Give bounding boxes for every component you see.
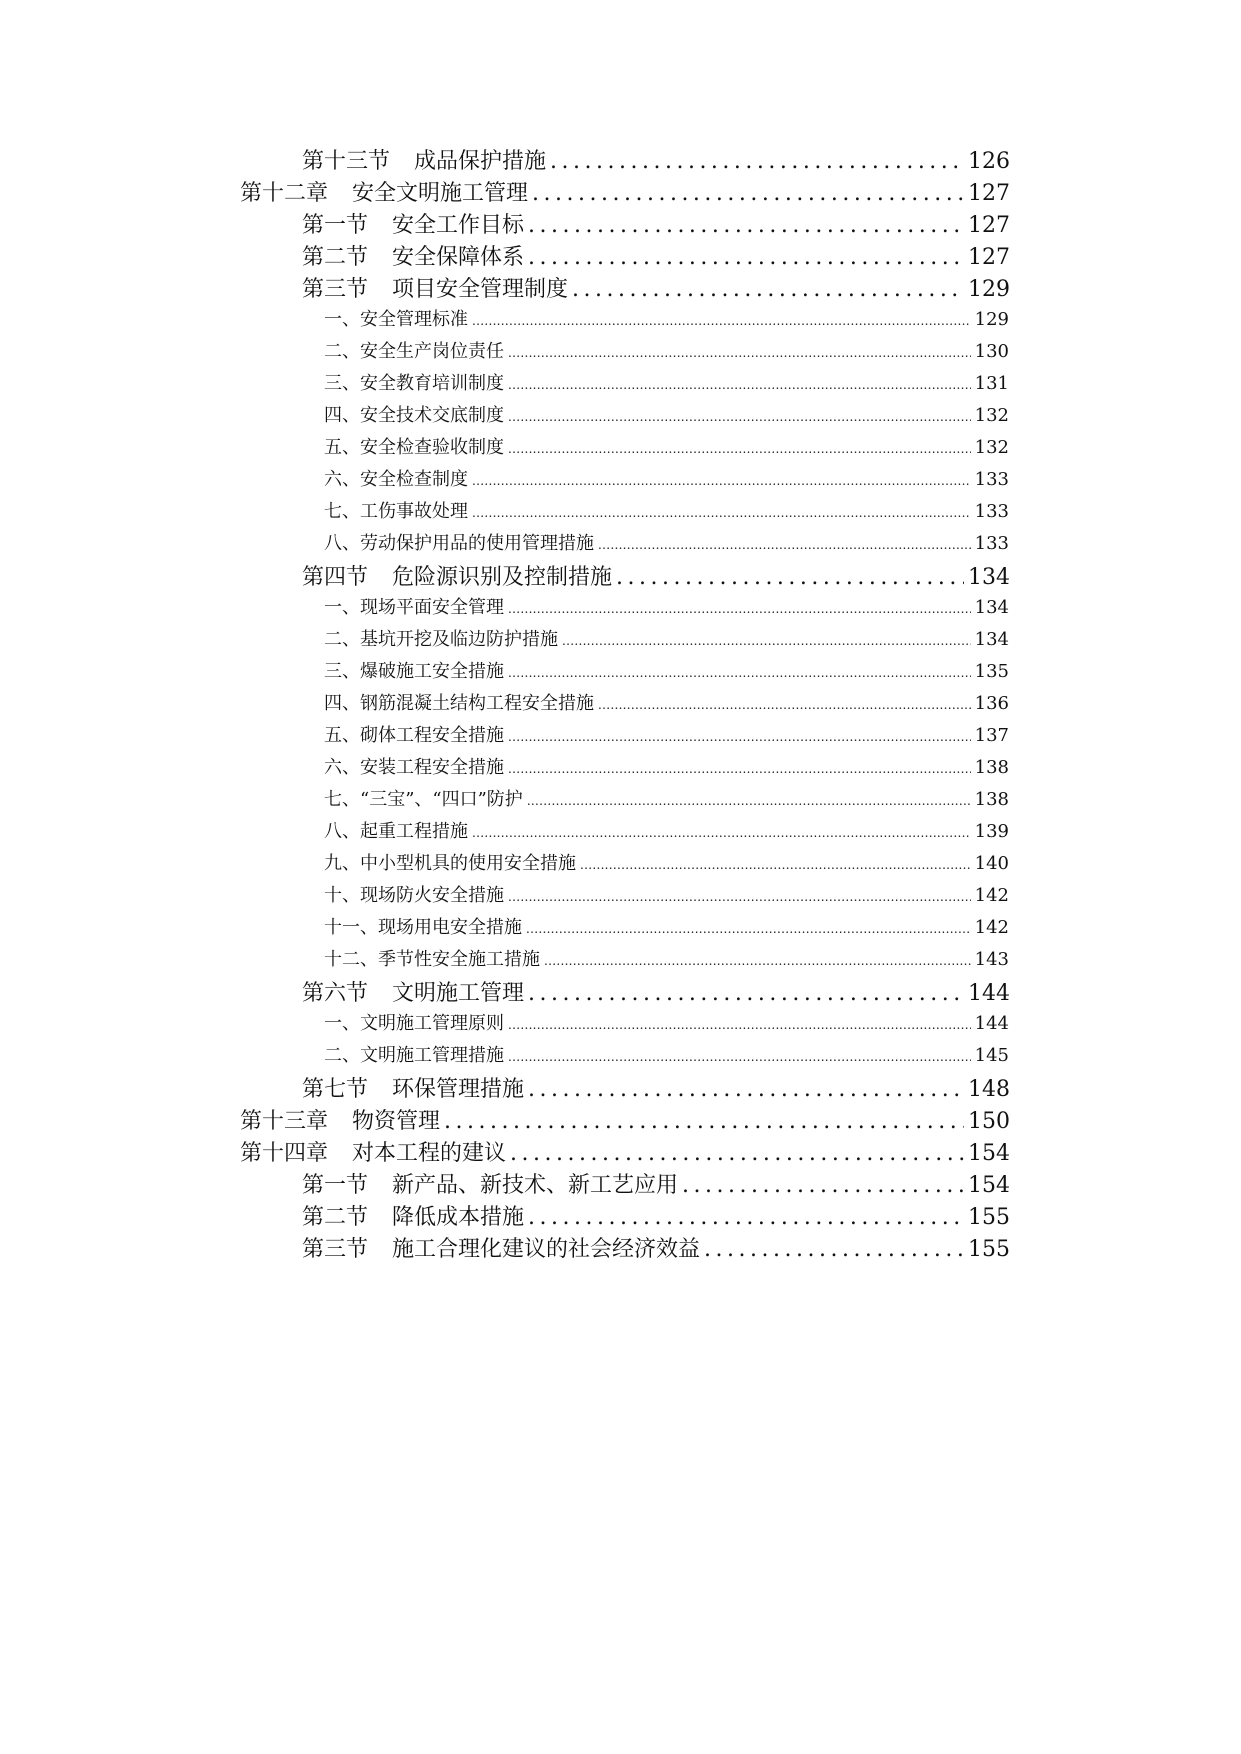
toc-section-6-civilized-construction[interactable] bbox=[302, 976, 1010, 1008]
dot-leader bbox=[528, 245, 964, 270]
toc-page-number: 138 bbox=[974, 789, 1009, 810]
dot-leader bbox=[528, 213, 964, 238]
toc-page-number: 126 bbox=[968, 149, 1010, 174]
dot-leader bbox=[528, 981, 964, 1006]
toc-chapter-13-material-management[interactable] bbox=[240, 1104, 1010, 1136]
toc-entry-label bbox=[302, 560, 612, 591]
dot-leader bbox=[508, 378, 971, 392]
dot-leader bbox=[472, 474, 971, 488]
toc-entry-title: 环保管理措施 bbox=[392, 1077, 525, 1102]
toc-entry-title: 物资管理 bbox=[352, 1109, 441, 1134]
dot-leader bbox=[508, 602, 971, 616]
toc-entry-number: 第一节 bbox=[302, 1173, 369, 1198]
toc-item[interactable] bbox=[324, 689, 1009, 717]
toc-entry-label bbox=[302, 1200, 524, 1231]
dot-leader bbox=[472, 506, 971, 520]
toc-page-number: 134 bbox=[968, 565, 1010, 590]
toc-entry-number: 第三节 bbox=[302, 1237, 369, 1262]
toc-page-number: 155 bbox=[968, 1237, 1010, 1262]
dot-leader bbox=[472, 314, 971, 328]
toc-entry-title: 三、安全教育培训制度 bbox=[324, 373, 504, 394]
toc-item[interactable] bbox=[324, 593, 1009, 621]
toc-entry-title: 十二、季节性安全施工措施 bbox=[324, 949, 540, 970]
dot-leader bbox=[550, 149, 964, 174]
toc-item[interactable] bbox=[324, 369, 1009, 397]
dot-leader bbox=[508, 1050, 971, 1064]
toc-item[interactable] bbox=[324, 433, 1009, 461]
toc-entry-title: 七、工伤事故处理 bbox=[324, 501, 468, 522]
toc-entry-label bbox=[240, 1136, 506, 1167]
toc-item[interactable] bbox=[324, 881, 1009, 909]
dot-leader bbox=[508, 890, 971, 904]
toc-entry-title: 安全文明施工管理 bbox=[352, 181, 529, 206]
toc-entry-title: 对本工程的建议 bbox=[352, 1141, 507, 1166]
toc-item[interactable] bbox=[324, 657, 1009, 685]
toc-entry-number: 第十二章 bbox=[240, 181, 329, 206]
toc-entry-title: 七、“三宝”、“四口”防护 bbox=[324, 789, 523, 810]
toc-section-2-safety-assurance-system[interactable] bbox=[302, 240, 1010, 272]
toc-entry-title: 五、安全检查验收制度 bbox=[324, 437, 504, 458]
dot-leader bbox=[508, 346, 971, 360]
toc-entry-title: 六、安装工程安全措施 bbox=[324, 757, 504, 778]
toc-item[interactable] bbox=[324, 753, 1009, 781]
toc-entry-title: 文明施工管理 bbox=[392, 981, 525, 1006]
toc-entry-title: 一、文明施工管理原则 bbox=[324, 1013, 504, 1034]
toc-entry-title: 施工合理化建议的社会经济效益 bbox=[392, 1237, 701, 1262]
dot-leader bbox=[704, 1237, 964, 1262]
toc-entry-title: 项目安全管理制度 bbox=[392, 277, 569, 302]
dot-leader bbox=[682, 1173, 964, 1198]
toc-item[interactable] bbox=[324, 945, 1009, 973]
toc-entry-title: 二、安全生产岗位责任 bbox=[324, 341, 504, 362]
toc-section-13-finished-product-protection[interactable] bbox=[302, 144, 1010, 176]
dot-leader bbox=[508, 1018, 971, 1032]
toc-page-number: 138 bbox=[974, 757, 1009, 778]
dot-leader bbox=[508, 410, 971, 424]
toc-entry-title: 安全保障体系 bbox=[392, 245, 525, 270]
toc-item[interactable] bbox=[324, 913, 1009, 941]
toc-page-number: 132 bbox=[974, 405, 1009, 426]
toc-entry-number: 第二节 bbox=[302, 1205, 369, 1230]
toc-entry-label bbox=[302, 208, 524, 239]
toc-page-number: 133 bbox=[974, 533, 1009, 554]
toc-entry-title: 六、安全检查制度 bbox=[324, 469, 468, 490]
toc-page-number: 150 bbox=[968, 1109, 1010, 1134]
toc-page-number: 137 bbox=[974, 725, 1009, 746]
toc-entry-title: 十一、现场用电安全措施 bbox=[324, 917, 522, 938]
dot-leader bbox=[508, 442, 971, 456]
dot-leader bbox=[598, 538, 971, 552]
toc-entry-number: 第四节 bbox=[302, 565, 369, 590]
dot-leader bbox=[508, 730, 971, 744]
toc-section-2-cost-reduction[interactable] bbox=[302, 1200, 1010, 1232]
toc-entry-label bbox=[302, 976, 524, 1007]
toc-item[interactable] bbox=[324, 401, 1009, 429]
toc-entry-title: 安全工作目标 bbox=[392, 213, 525, 238]
toc-page-number: 154 bbox=[968, 1141, 1010, 1166]
toc-section-3-safety-management-rules[interactable] bbox=[302, 272, 1010, 304]
toc-section-1-new-technology-application[interactable] bbox=[302, 1168, 1010, 1200]
dot-leader bbox=[528, 1205, 964, 1230]
toc-page-number: 144 bbox=[974, 1013, 1009, 1034]
toc-entry-label bbox=[240, 176, 528, 207]
toc-page-number: 134 bbox=[974, 597, 1009, 618]
toc-item[interactable] bbox=[324, 849, 1009, 877]
dot-leader bbox=[532, 181, 964, 206]
dot-leader bbox=[572, 277, 964, 302]
toc-entry-label bbox=[240, 1104, 440, 1135]
toc-entry-label bbox=[302, 1232, 700, 1263]
dot-leader bbox=[562, 634, 971, 648]
toc-page-number: 136 bbox=[974, 693, 1009, 714]
dot-leader bbox=[580, 858, 971, 872]
toc-page-number: 130 bbox=[974, 341, 1009, 362]
toc-item[interactable] bbox=[324, 1041, 1009, 1069]
toc-page-number: 145 bbox=[974, 1045, 1009, 1066]
toc-entry-number: 第三节 bbox=[302, 277, 369, 302]
toc-page-number: 142 bbox=[974, 885, 1009, 906]
toc-entry-number: 第七节 bbox=[302, 1077, 369, 1102]
toc-entry-label bbox=[302, 1072, 524, 1103]
dot-leader bbox=[510, 1141, 964, 1166]
toc-page-number: 140 bbox=[974, 853, 1009, 874]
dot-leader bbox=[508, 762, 971, 776]
toc-item[interactable] bbox=[324, 1009, 1009, 1037]
toc-page-number: 142 bbox=[974, 917, 1009, 938]
toc-page-number: 135 bbox=[974, 661, 1009, 682]
toc-item[interactable] bbox=[324, 497, 1009, 525]
dot-leader bbox=[508, 666, 971, 680]
toc-chapter-14-suggestions[interactable] bbox=[240, 1136, 1010, 1168]
toc-entry-label bbox=[302, 1168, 678, 1199]
dot-leader bbox=[472, 826, 971, 840]
toc-entry-number: 第十四章 bbox=[240, 1141, 329, 1166]
toc-entry-title: 新产品、新技术、新工艺应用 bbox=[392, 1173, 679, 1198]
toc-entry-label bbox=[302, 240, 524, 271]
toc-entry-title: 八、起重工程措施 bbox=[324, 821, 468, 842]
toc-page-number: 134 bbox=[974, 629, 1009, 650]
toc-item[interactable] bbox=[324, 721, 1009, 749]
toc-item[interactable] bbox=[324, 785, 1009, 813]
toc-page-number: 154 bbox=[968, 1173, 1010, 1198]
toc-entry-title: 四、钢筋混凝土结构工程安全措施 bbox=[324, 693, 594, 714]
toc-page-number: 144 bbox=[968, 981, 1010, 1006]
toc-item[interactable] bbox=[324, 465, 1009, 493]
dot-leader bbox=[598, 698, 971, 712]
toc-entry-number: 第六节 bbox=[302, 981, 369, 1006]
toc-page-number: 129 bbox=[968, 277, 1010, 302]
toc-page-number: 131 bbox=[974, 373, 1009, 394]
toc-entry-title: 一、现场平面安全管理 bbox=[324, 597, 504, 618]
toc-section-4-hazard-identification[interactable] bbox=[302, 560, 1010, 592]
toc-entry-label bbox=[302, 272, 568, 303]
toc-section-1-safety-goals[interactable] bbox=[302, 208, 1010, 240]
toc-item[interactable] bbox=[324, 337, 1009, 365]
dot-leader bbox=[444, 1109, 964, 1134]
toc-item[interactable] bbox=[324, 625, 1009, 653]
toc-entry-title: 二、基坑开挖及临边防护措施 bbox=[324, 629, 558, 650]
toc-page-number: 127 bbox=[968, 181, 1010, 206]
toc-page-number: 127 bbox=[968, 213, 1010, 238]
toc-item[interactable] bbox=[324, 817, 1009, 845]
toc-entry-number: 第二节 bbox=[302, 245, 369, 270]
dot-leader bbox=[526, 922, 971, 936]
toc-entry-number: 第十三章 bbox=[240, 1109, 329, 1134]
toc-page-number: 133 bbox=[974, 501, 1009, 522]
toc-entry-number: 第一节 bbox=[302, 213, 369, 238]
toc-page-number: 132 bbox=[974, 437, 1009, 458]
dot-leader bbox=[528, 1077, 964, 1102]
toc-page-number: 129 bbox=[974, 309, 1009, 330]
toc-entry-title: 八、劳动保护用品的使用管理措施 bbox=[324, 533, 594, 554]
toc-entry-title: 危险源识别及控制措施 bbox=[392, 565, 613, 590]
toc-entry-title: 五、砌体工程安全措施 bbox=[324, 725, 504, 746]
dot-leader bbox=[544, 954, 971, 968]
dot-leader bbox=[527, 794, 971, 808]
toc-entry-label bbox=[302, 144, 546, 175]
toc-page-number: 127 bbox=[968, 245, 1010, 270]
toc-page-number: 143 bbox=[974, 949, 1009, 970]
toc-entry-number: 第十三节 bbox=[302, 149, 391, 174]
toc-page-number: 133 bbox=[974, 469, 1009, 490]
toc-section-7-environmental-management[interactable] bbox=[302, 1072, 1010, 1104]
dot-leader bbox=[616, 565, 964, 590]
toc-entry-title: 二、文明施工管理措施 bbox=[324, 1045, 504, 1066]
toc-chapter-12-safety-civilized-construction[interactable] bbox=[240, 176, 1010, 208]
toc-item[interactable] bbox=[324, 305, 1009, 333]
toc-page-number: 139 bbox=[974, 821, 1009, 842]
toc-page-number: 148 bbox=[968, 1077, 1010, 1102]
toc-page-number: 155 bbox=[968, 1205, 1010, 1230]
toc-entry-title: 九、中小型机具的使用安全措施 bbox=[324, 853, 576, 874]
toc-entry-title: 一、安全管理标准 bbox=[324, 309, 468, 330]
toc-entry-title: 成品保护措施 bbox=[414, 149, 547, 174]
toc-entry-title: 十、现场防火安全措施 bbox=[324, 885, 504, 906]
toc-section-3-socio-economic-benefits[interactable] bbox=[302, 1232, 1010, 1264]
toc-entry-title: 降低成本措施 bbox=[392, 1205, 525, 1230]
toc-item[interactable] bbox=[324, 529, 1009, 557]
toc-entry-title: 四、安全技术交底制度 bbox=[324, 405, 504, 426]
toc-entry-title: 三、爆破施工安全措施 bbox=[324, 661, 504, 682]
